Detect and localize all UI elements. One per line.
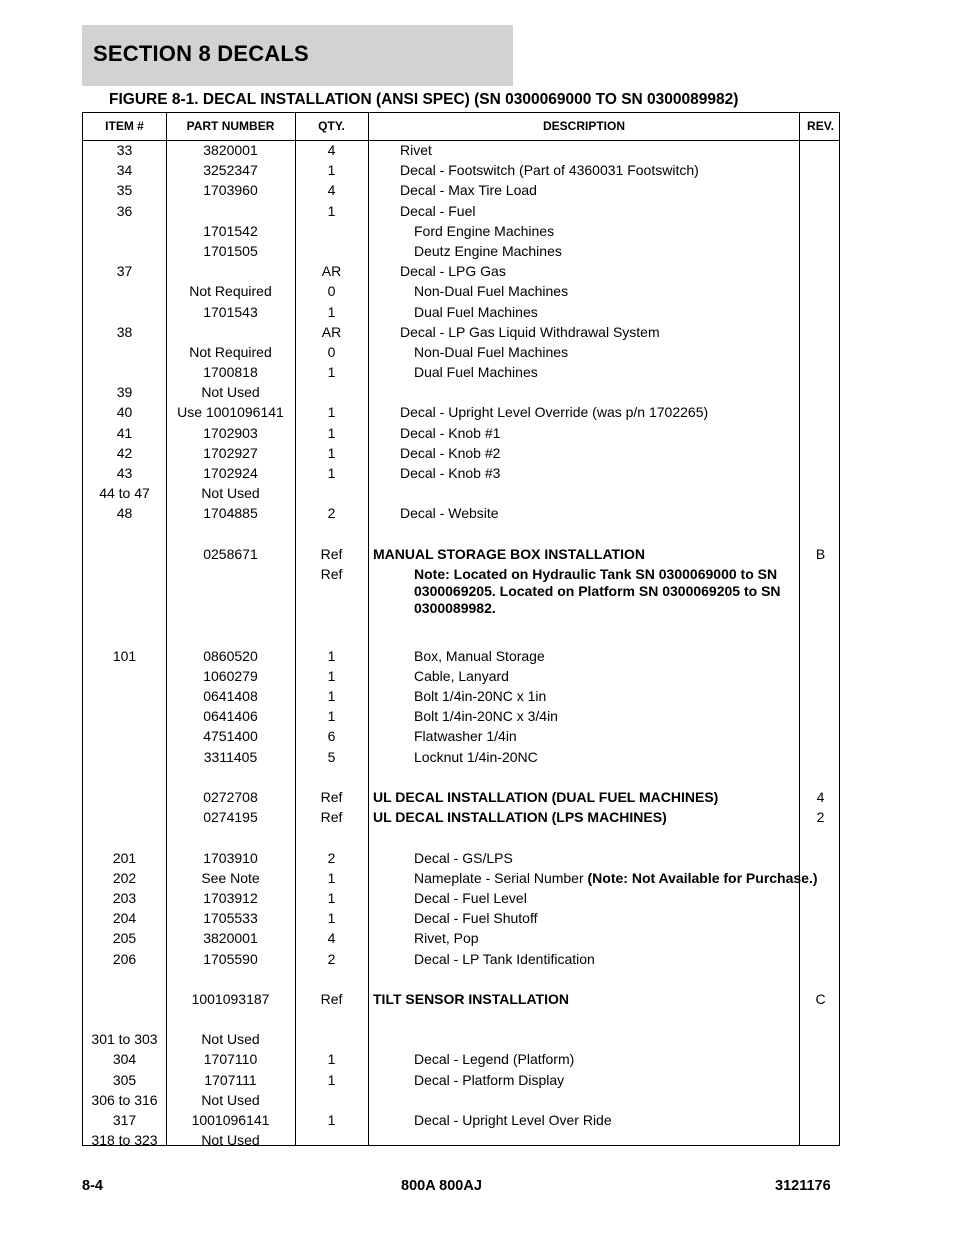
description-text: Flatwasher 1/4in: [414, 728, 517, 745]
table-row: [83, 485, 839, 505]
table-row: [83, 749, 839, 769]
table-row: [83, 142, 839, 162]
table-body: [83, 142, 839, 1152]
qty-cell: 5: [327, 748, 336, 765]
part-number-cell: 1704885: [203, 505, 258, 522]
description-text: Decal - Knob #1: [400, 424, 501, 441]
parts-table: [82, 112, 840, 1149]
description-text: Ford Engine Machines: [414, 222, 555, 239]
description-text: TILT SENSOR INSTALLATION: [373, 990, 569, 1007]
qty-cell: Ref: [320, 789, 343, 806]
table-row: [83, 425, 839, 445]
description-text: Rivet, Pop: [414, 930, 479, 947]
header-part-number: PART NUMBER: [186, 119, 275, 133]
item-cell: 318 to 323: [91, 1132, 158, 1149]
part-number-cell: 3311405: [203, 748, 258, 765]
part-number-cell: 1703912: [203, 889, 258, 906]
table-row: [83, 870, 839, 890]
rev-cell: 2: [816, 809, 825, 826]
description-cell: [369, 283, 844, 300]
description-text: Decal - Upright Level Override (was p/n 1702265): [400, 404, 709, 421]
qty-cell: 1: [327, 1112, 336, 1129]
part-number-cell: 3252347: [203, 162, 258, 179]
qty-cell: 1: [327, 647, 336, 664]
table-row: [83, 162, 839, 182]
item-cell: 38: [116, 323, 133, 340]
qty-cell: 1: [327, 404, 336, 421]
document-number: 3121176: [775, 1178, 831, 1194]
table-row: [83, 930, 839, 950]
description-text: UL DECAL INSTALLATION (LPS MACHINES): [373, 809, 667, 826]
description-cell: [369, 991, 803, 1008]
item-cell: 42: [116, 444, 133, 461]
description-cell: [369, 890, 844, 907]
part-number-cell: 0258671: [203, 545, 258, 562]
table-row: [83, 728, 839, 748]
qty-cell: 1: [327, 465, 336, 481]
item-cell: 44 to 47: [99, 485, 150, 502]
part-number-cell: 0274195: [203, 809, 258, 826]
table-row: [83, 1072, 839, 1092]
qty-cell: 4: [327, 142, 336, 158]
description-text: Decal - Platform Display: [414, 1071, 565, 1088]
part-number-cell: 1702924: [203, 465, 258, 481]
table-row: [83, 505, 839, 525]
table-row: [83, 688, 839, 708]
description-text: Nameplate - Serial Number: [414, 869, 588, 886]
description-text: Decal - GS/LPS: [414, 849, 513, 866]
rev-cell: C: [815, 990, 826, 1007]
part-number-cell: 0641408: [203, 688, 258, 705]
table-row: [83, 890, 839, 910]
table-row: [83, 971, 839, 991]
item-cell: 317: [112, 1112, 137, 1129]
description-text: UL DECAL INSTALLATION (DUAL FUEL MACHINES): [373, 789, 719, 806]
item-cell: 202: [112, 869, 137, 886]
description-text: Decal - Fuel Shutoff: [414, 910, 538, 927]
part-number-cell: 1060279: [203, 667, 258, 684]
table-row: [83, 344, 839, 364]
table-row: [83, 1112, 839, 1132]
table-row: [83, 404, 839, 424]
header-rev: REV.: [807, 119, 834, 133]
description-cell: [369, 566, 814, 617]
item-cell: 48: [116, 505, 133, 522]
part-number-cell: Not Required: [189, 283, 272, 300]
item-cell: 43: [116, 465, 133, 481]
description-cell: [369, 445, 830, 462]
qty-cell: 2: [327, 505, 336, 522]
table-row: [83, 668, 839, 688]
description-text: Decal - Knob #2: [400, 444, 501, 461]
description-text: Decal - Fuel Level: [414, 889, 527, 906]
qty-cell: Ref: [320, 990, 343, 1007]
part-number-cell: 0860520: [203, 647, 258, 664]
part-number-cell: 1701505: [203, 242, 258, 259]
description-text: Decal - Legend (Platform): [414, 1051, 575, 1068]
table-row: [83, 1132, 839, 1152]
description-cell: [369, 1072, 844, 1089]
part-number-cell: 1701542: [203, 222, 258, 239]
table-row: [83, 223, 839, 243]
description-cell: [369, 789, 803, 806]
table-row: [83, 445, 839, 465]
table-row: [83, 364, 839, 384]
description-text: Note: Located on Hydraulic Tank SN 0300069000 to SN 0300069205. Located on Platform SN 0300069205 to SN 0300089982.: [414, 565, 781, 616]
item-cell: 206: [112, 950, 137, 967]
qty-cell: 4: [327, 930, 336, 947]
item-cell: 35: [116, 182, 133, 199]
table-row: [83, 324, 839, 344]
part-number-cell: 3820001: [203, 930, 258, 947]
table-row: [83, 304, 839, 324]
item-cell: 205: [112, 930, 137, 947]
part-number-cell: Not Used: [201, 1132, 260, 1149]
qty-cell: AR: [321, 323, 342, 340]
description-text: Deutz Engine Machines: [414, 242, 562, 259]
item-cell: 204: [112, 910, 137, 927]
description-cell: [369, 223, 844, 240]
item-cell: 101: [112, 647, 137, 664]
item-cell: 41: [116, 424, 133, 441]
description-text: MANUAL STORAGE BOX INSTALLATION: [373, 545, 645, 562]
table-row: [83, 384, 839, 404]
table-row: [83, 263, 839, 283]
qty-cell: 1: [327, 424, 336, 441]
item-cell: 39: [116, 384, 133, 401]
rev-cell: B: [815, 545, 826, 562]
part-number-cell: 1707111: [204, 1071, 257, 1088]
table-row: [83, 829, 839, 849]
description-cell: [369, 749, 844, 766]
table-row: [83, 283, 839, 303]
qty-cell: 1: [327, 1051, 336, 1068]
qty-cell: 1: [327, 303, 336, 320]
part-number-cell: 3820001: [203, 142, 258, 158]
item-cell: 301 to 303: [91, 1031, 158, 1048]
header-divider: [83, 140, 839, 141]
page-number: 8-4: [82, 1178, 103, 1194]
qty-cell: 0: [327, 283, 336, 300]
description-cell: [369, 182, 830, 199]
part-number-cell: 1705533: [203, 910, 258, 927]
qty-cell: 4: [327, 182, 336, 199]
description-cell: [369, 203, 830, 220]
section-title: SECTION 8 DECALS: [93, 41, 309, 66]
header-item: ITEM #: [105, 119, 144, 133]
description-text: Decal - Knob #3: [400, 465, 501, 481]
item-cell: 34: [116, 162, 133, 179]
table-row: [83, 182, 839, 202]
table-row: [83, 566, 839, 628]
description-text: Decal - Fuel: [400, 202, 476, 219]
description-text: Cable, Lanyard: [414, 667, 509, 684]
description-cell: [369, 404, 830, 421]
qty-cell: Ref: [320, 565, 343, 582]
qty-cell: 1: [327, 889, 336, 906]
part-number-cell: Not Used: [201, 1091, 260, 1108]
table-row: [83, 465, 839, 485]
item-cell: 305: [112, 1071, 137, 1088]
description-text: Locknut 1/4in-20NC: [414, 748, 538, 765]
qty-cell: 1: [327, 667, 336, 684]
qty-cell: 1: [327, 364, 336, 381]
description-text: Decal - LP Tank Identification: [414, 950, 595, 967]
description-cell: [369, 304, 844, 321]
table-row: [83, 850, 839, 870]
description-cell: [369, 344, 844, 361]
description-text: Dual Fuel Machines: [414, 364, 538, 381]
description-text: Non-Dual Fuel Machines: [414, 343, 569, 360]
table-row: [83, 648, 839, 668]
qty-cell: Ref: [320, 545, 343, 562]
part-number-cell: 1707110: [203, 1051, 258, 1068]
description-text: Decal - LP Gas Liquid Withdrawal System: [400, 323, 660, 340]
description-text: Non-Dual Fuel Machines: [414, 283, 569, 300]
item-cell: 203: [112, 889, 137, 906]
description-text: Bolt 1/4in-20NC x 1in: [414, 688, 547, 705]
description-text: Dual Fuel Machines: [414, 303, 538, 320]
qty-cell: 1: [327, 688, 336, 705]
item-cell: 37: [116, 263, 133, 280]
qty-cell: 1: [327, 910, 336, 927]
description-cell: [369, 364, 844, 381]
part-number-cell: Not Used: [201, 384, 260, 401]
table-row: [83, 991, 839, 1011]
description-cell: [369, 809, 803, 826]
item-cell: 33: [116, 142, 133, 158]
part-number-cell: Not Used: [201, 485, 260, 502]
description-cell: [369, 1112, 844, 1129]
part-number-cell: 1701543: [203, 303, 258, 320]
table-row: [83, 243, 839, 263]
description-text: Rivet: [400, 142, 432, 158]
description-cell: [369, 910, 844, 927]
description-cell: [369, 162, 830, 179]
description-cell: [369, 243, 844, 260]
part-number-cell: 1001096141: [191, 1112, 270, 1129]
description-text: Decal - Upright Level Over Ride: [414, 1112, 612, 1129]
part-number-cell: 1703960: [203, 182, 258, 199]
part-number-cell: 1700818: [203, 364, 258, 381]
part-number-cell: 1703910: [203, 849, 258, 866]
table-row: [83, 1031, 839, 1051]
part-number-cell: Not Required: [189, 343, 272, 360]
table-row: [83, 708, 839, 728]
rev-cell: 4: [816, 789, 825, 806]
qty-cell: Ref: [320, 809, 343, 826]
description-text: Decal - Footswitch (Part of 4360031 Footswitch): [400, 162, 699, 179]
description-text: Decal - LPG Gas: [400, 263, 506, 280]
qty-cell: 2: [327, 849, 336, 866]
table-row: [83, 628, 839, 648]
description-cell: [369, 324, 830, 341]
table-row: [83, 769, 839, 789]
qty-cell: 1: [327, 444, 336, 461]
description-cell: [369, 870, 844, 887]
description-note: (Note: Not Available for Purchase.): [587, 869, 818, 886]
description-cell: [369, 465, 830, 482]
table-row: [83, 546, 839, 566]
qty-cell: 1: [327, 869, 336, 886]
description-cell: [369, 708, 844, 725]
description-text: Decal - Max Tire Load: [400, 182, 537, 199]
model-label: 800A 800AJ: [401, 1178, 482, 1194]
description-cell: [369, 648, 844, 665]
table-row: [83, 910, 839, 930]
description-text: Decal - Website: [400, 505, 499, 522]
table-row: [83, 809, 839, 829]
part-number-cell: 0641406: [203, 708, 258, 725]
qty-cell: 1: [327, 162, 336, 179]
table-row: [83, 1011, 839, 1031]
part-number-cell: 1001093187: [191, 990, 270, 1007]
description-cell: [369, 142, 830, 159]
part-number-cell: See Note: [201, 869, 260, 886]
figure-title: FIGURE 8-1. DECAL INSTALLATION (ANSI SPEC) (SN 0300069000 TO SN 0300089982): [109, 91, 739, 108]
description-cell: [369, 688, 844, 705]
part-number-cell: Use 1001096141: [177, 404, 284, 421]
table-row: [83, 951, 839, 971]
qty-cell: 0: [327, 343, 336, 360]
part-number-cell: 1702903: [203, 424, 258, 441]
description-cell: [369, 668, 844, 685]
table-row: [83, 789, 839, 809]
description-cell: [369, 1051, 844, 1068]
table-row: [83, 526, 839, 546]
description-cell: [369, 263, 830, 280]
description-text: Bolt 1/4in-20NC x 3/4in: [414, 708, 558, 725]
table-row: [83, 203, 839, 223]
description-cell: [369, 930, 844, 947]
qty-cell: 6: [327, 728, 336, 745]
item-cell: 304: [112, 1051, 137, 1068]
qty-cell: 1: [327, 1071, 336, 1088]
table-row: [83, 1051, 839, 1071]
description-cell: [369, 546, 803, 563]
table-row: [83, 1092, 839, 1112]
item-cell: 306 to 316: [91, 1091, 158, 1108]
description-cell: [369, 425, 830, 442]
part-number-cell: 4751400: [203, 728, 258, 745]
item-cell: 36: [116, 202, 133, 219]
part-number-cell: 1705590: [203, 950, 258, 967]
qty-cell: 1: [327, 708, 336, 725]
part-number-cell: Not Used: [201, 1031, 260, 1048]
description-cell: [369, 728, 844, 745]
description-text: Box, Manual Storage: [414, 647, 545, 664]
description-cell: [369, 951, 844, 968]
qty-cell: 2: [327, 950, 336, 967]
header-description: DESCRIPTION: [542, 119, 625, 133]
qty-cell: 1: [327, 202, 336, 219]
qty-cell: AR: [321, 263, 342, 280]
item-cell: 201: [112, 849, 137, 866]
description-cell: [369, 850, 844, 867]
item-cell: 40: [116, 404, 133, 421]
part-number-cell: 1702927: [203, 444, 258, 461]
header-qty: QTY.: [318, 119, 345, 133]
description-cell: [369, 505, 830, 522]
part-number-cell: 0272708: [203, 789, 258, 806]
